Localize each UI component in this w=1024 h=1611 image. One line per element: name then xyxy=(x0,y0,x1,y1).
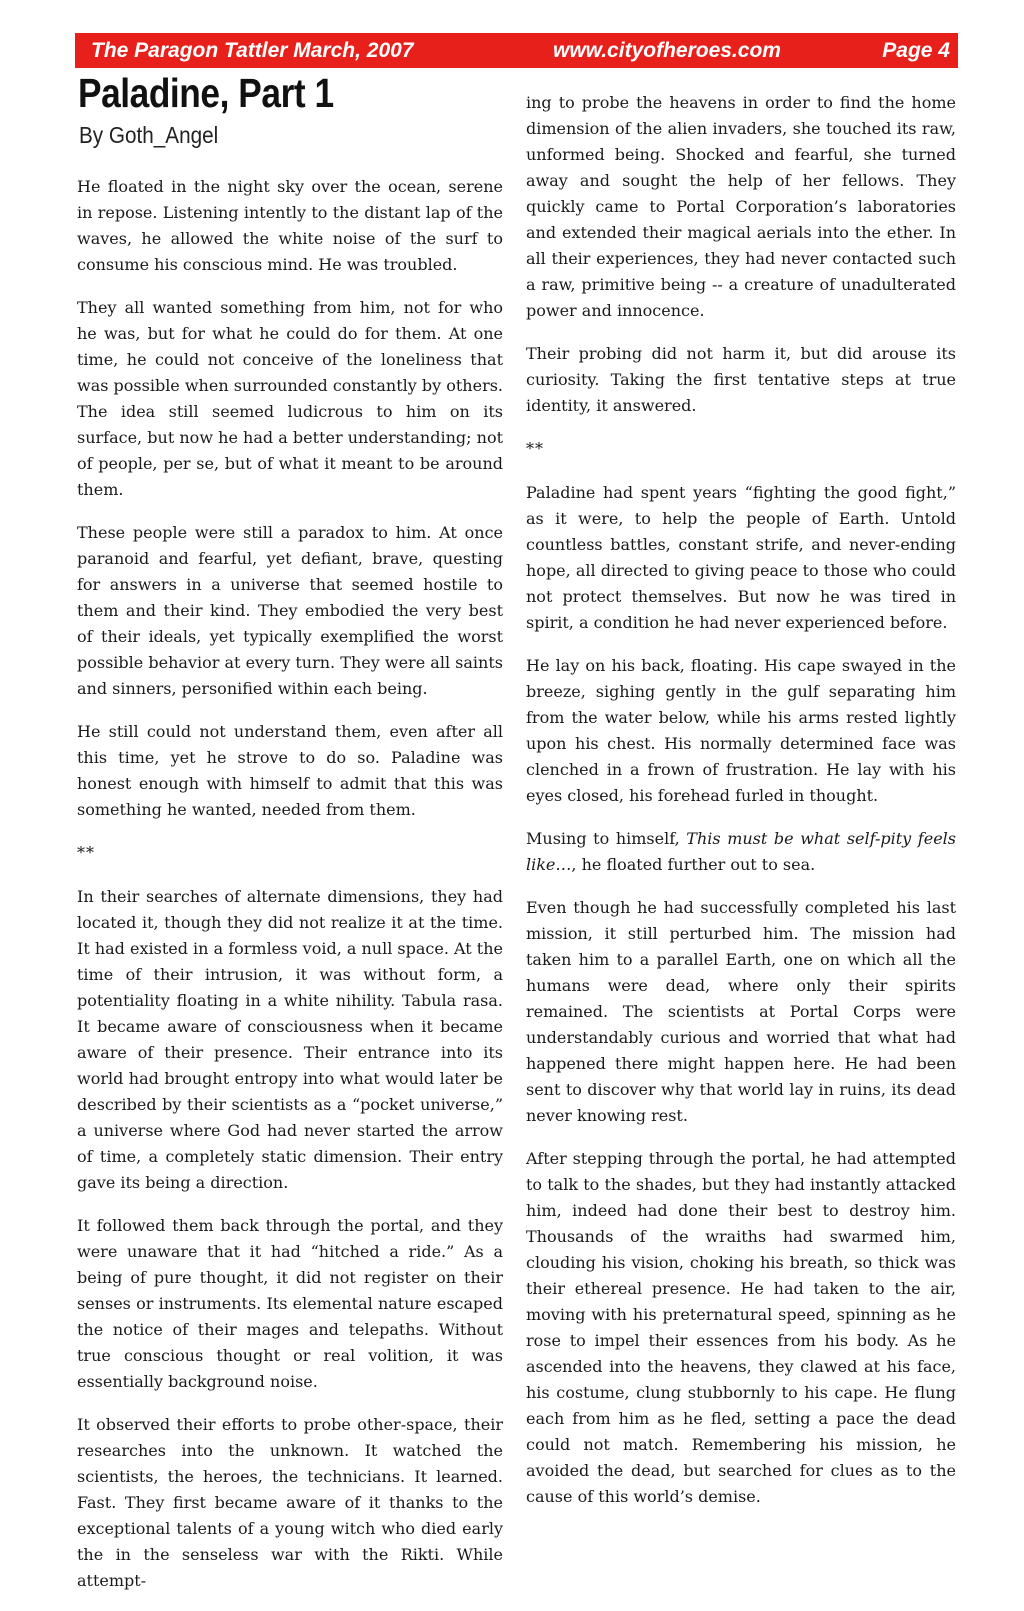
paragraph: He lay on his back, floating. His cape swayed in the breeze, sighing gently in the gulf separating him from the water below, while his arms rested lightly upon his chest. His normally determined face was clenched in a frown of frustration. He lay with his eyes closed, his forehead furled in thought. xyxy=(526,656,956,805)
paragraph: Paladine had spent years “fighting the good fight,” as it were, to help the people of Earth. Untold countless battles, constant strife, and never-ending hope, all directed to giving peace to those who could not protect themselves. But now he was tired in spirit, a condition he had never experienced before. xyxy=(526,483,956,632)
paragraph: Their probing did not harm it, but did arouse its curiosity. Taking the first tentative steps at true identity, it answered. xyxy=(526,344,956,415)
left-column xyxy=(77,174,503,1611)
header-bar xyxy=(75,33,958,68)
website-url: www.cityofheroes.com xyxy=(553,39,781,62)
musing-thought: This must be what self-pity feels like… xyxy=(526,829,956,874)
section-separator: ** xyxy=(77,843,95,862)
article-title: Paladine, Part 1 xyxy=(78,70,334,116)
musing-tail: , he floated further out to sea. xyxy=(571,855,816,874)
page-number: Page 4 xyxy=(882,39,950,62)
paragraph: Even though he had successfully completed his last mission, it still perturbed him. The mission had taken him to a parallel Earth, one on which all the humans were dead, where only their spirits remained. The scientists at Portal Corps were understandably curious and worried that what had happened there might happen here. He had been sent to discover why that world lay in ruins, its dead never knowing rest. xyxy=(526,898,956,1125)
paragraph: It followed them back through the portal, and they were unaware that it had “hitched a ride.” As a being of pure thought, it did not register on their senses or instruments. Its elemental nature escaped the notice of their mages and telepaths. Without true conscious thought or real volition, it was essentially background noise. xyxy=(77,1216,503,1391)
article-byline: By Goth_Angel xyxy=(79,122,219,148)
musing-lead: Musing to himself, xyxy=(526,829,687,848)
paragraph: They all wanted something from him, not for who he was, but for what he could do for them. At one time, he could not conceive of the loneliness that was possible when surrounded constantly by others. The idea still seemed ludicrous to him on its surface, but now he had a better understanding; not of people, per se, but of what it meant to be around them. xyxy=(77,298,504,499)
right-column xyxy=(526,90,956,1527)
paragraph: After stepping through the portal, he had attempted to talk to the shades, but they had instantly attacked him, indeed had done their best to destroy him. Thousands of the wraiths had swarmed him, clouding his vision, choking his breath, so thick was their ethereal presence. He had taken to the air, moving with his preternatural speed, spinning as he rose to impel their essences from his body. As he ascended into the heavens, they clawed at his face, his costume, clung stubbornly to his cape. He flung each from him as he fled, setting a pace the dead could not match. Remembering his mission, he avoided the dead, but searched for clues as to the cause of this world’s demise. xyxy=(526,1149,956,1506)
paragraph: He still could not understand them, even after all this time, yet he strove to do so. Paladine was honest enough with himself to admit that this was something he wanted, needed from them. xyxy=(77,722,503,819)
paragraph: He floated in the night sky over the ocean, serene in repose. Listening intently to the distant lap of the waves, he allowed the white noise of the surf to consume his conscious mind. He was troubled. xyxy=(77,177,503,274)
paragraph: In their searches of alternate dimensions, they had located it, though they did not realize it at the time. It had existed in a formless void, a null space. At the time of their intrusion, it was without form, a potentiality floating in a white nihility. Tabula rasa. It became aware of consciousness when it became aware of their presence. Their entrance into its world had brought entropy into what would later be described by their scientists as a “pocket universe,” a universe where God had never started the arrow of time, a completely static dimension. Their entry gave its being a direction. xyxy=(77,887,503,1192)
publication-title: The Paragon Tattler March, 2007 xyxy=(91,39,414,62)
paragraph: These people were still a paradox to him. At once paranoid and fearful, yet defiant, brave, questing for answers in a universe that seemed hostile to them and their kind. They embodied the very best of their ideals, yet typically exemplified the worst possible behavior at every turn. They were all saints and sinners, personified within each being. xyxy=(77,523,503,698)
paragraph: ing to probe the heavens in order to find the home dimension of the alien invaders, she touched its raw, unformed being. Shocked and fearful, she turned away and sought the help of her fellows. They quickly came to Portal Corporation’s laboratories and extended their magical aerials into the ether. In all their experiences, they had never contacted such a raw, primitive being -- a creature of unadulterated power and innocence. xyxy=(526,93,956,320)
paragraph: It observed their efforts to probe other-space, their researches into the unknown. It watched the scientists, the heroes, the technicians. It learned. Fast. They first became aware of it thanks to the exceptional talents of a young witch who died early the in the senseless war with the Rikti. While attempt- xyxy=(77,1415,503,1590)
musing-paragraph xyxy=(526,826,956,878)
section-separator: ** xyxy=(526,439,544,458)
